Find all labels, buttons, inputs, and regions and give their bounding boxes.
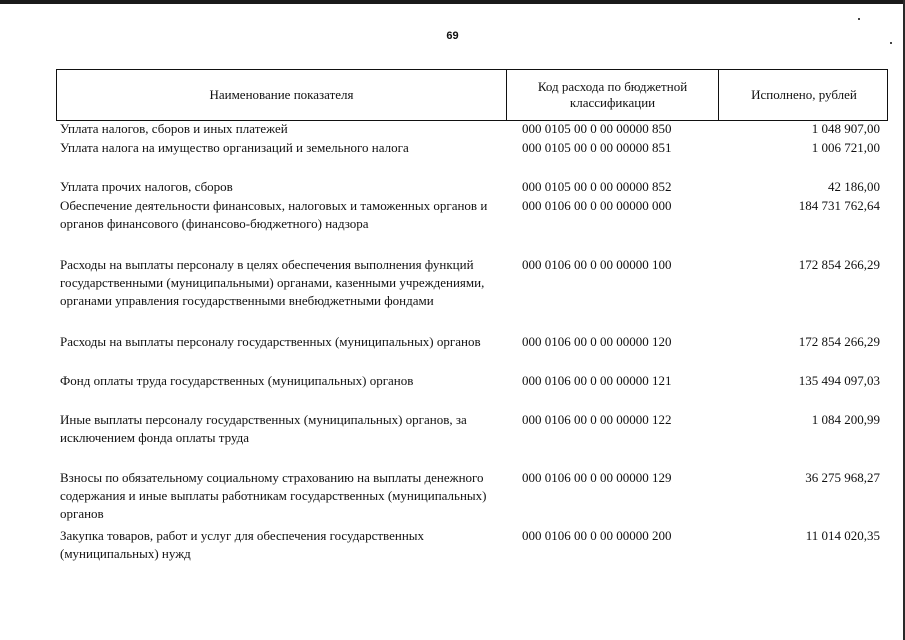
row-name: Уплата налога на имущество организаций и земельного налога <box>60 140 409 155</box>
row-name: Расходы на выплаты персоналу государственных (муниципальных) органов <box>60 334 481 349</box>
row-name: Расходы на выплаты персоналу в целях обеспечения выполнения функций государственными (муниципальными) органами, казенными учреждениями, органами управления государственными внебюджетными фондами <box>60 257 485 308</box>
row-amount: 172 854 266,29 <box>798 334 880 349</box>
row-amount: 11 014 020,35 <box>805 528 880 543</box>
row-code: 000 0105 00 0 00 00000 850 <box>522 121 672 136</box>
scan-speck <box>890 42 892 44</box>
row-code: 000 0106 00 0 00 00000 120 <box>522 334 672 349</box>
row-name: Иные выплаты персоналу государственных (муниципальных) органов, за исключением фонда оплаты труда <box>60 412 467 445</box>
row-name: Уплата налогов, сборов и иных платежей <box>60 121 288 136</box>
column-header-name: Наименование показателя <box>209 87 354 102</box>
row-amount: 184 731 762,64 <box>798 198 880 213</box>
row-amount: 1 006 721,00 <box>811 140 880 155</box>
row-code: 000 0106 00 0 00 00000 100 <box>522 257 672 272</box>
row-amount: 1 084 200,99 <box>811 412 880 427</box>
row-code: 000 0106 00 0 00 00000 200 <box>522 528 672 543</box>
scan-speck <box>858 18 860 20</box>
row-code: 000 0106 00 0 00 00000 122 <box>522 412 672 427</box>
row-code: 000 0106 00 0 00 00000 121 <box>522 373 672 388</box>
row-amount: 36 275 968,27 <box>805 470 880 485</box>
row-code: 000 0106 00 0 00 00000 000 <box>522 198 672 213</box>
row-name: Взносы по обязательному социальному страхованию на выплаты денежного содержания и иные выплаты работникам государственных (муниципальных) органов <box>60 470 487 521</box>
row-name: Фонд оплаты труда государственных (муниципальных) органов <box>60 373 414 388</box>
row-amount: 172 854 266,29 <box>798 257 880 272</box>
row-code: 000 0105 00 0 00 00000 851 <box>522 140 672 155</box>
row-name: Уплата прочих налогов, сборов <box>60 179 233 194</box>
column-header-amount: Исполнено, рублей <box>751 87 857 102</box>
row-amount: 1 048 907,00 <box>811 121 880 136</box>
column-header-code: Код расхода по бюджетной классификации <box>537 79 688 110</box>
row-code: 000 0105 00 0 00 00000 852 <box>522 179 672 194</box>
row-amount: 42 186,00 <box>828 179 880 194</box>
page-top-border <box>0 0 905 4</box>
row-name: Обеспечение деятельности финансовых, налоговых и таможенных органов и органов финансового (финансово-бюджетного) надзора <box>60 198 488 231</box>
table-header <box>56 69 888 121</box>
row-name: Закупка товаров, работ и услуг для обеспечения государственных (муниципальных) нужд <box>60 528 425 561</box>
row-code: 000 0106 00 0 00 00000 129 <box>522 470 672 485</box>
row-amount: 135 494 097,03 <box>798 373 880 388</box>
page-number: 69 <box>446 30 459 42</box>
